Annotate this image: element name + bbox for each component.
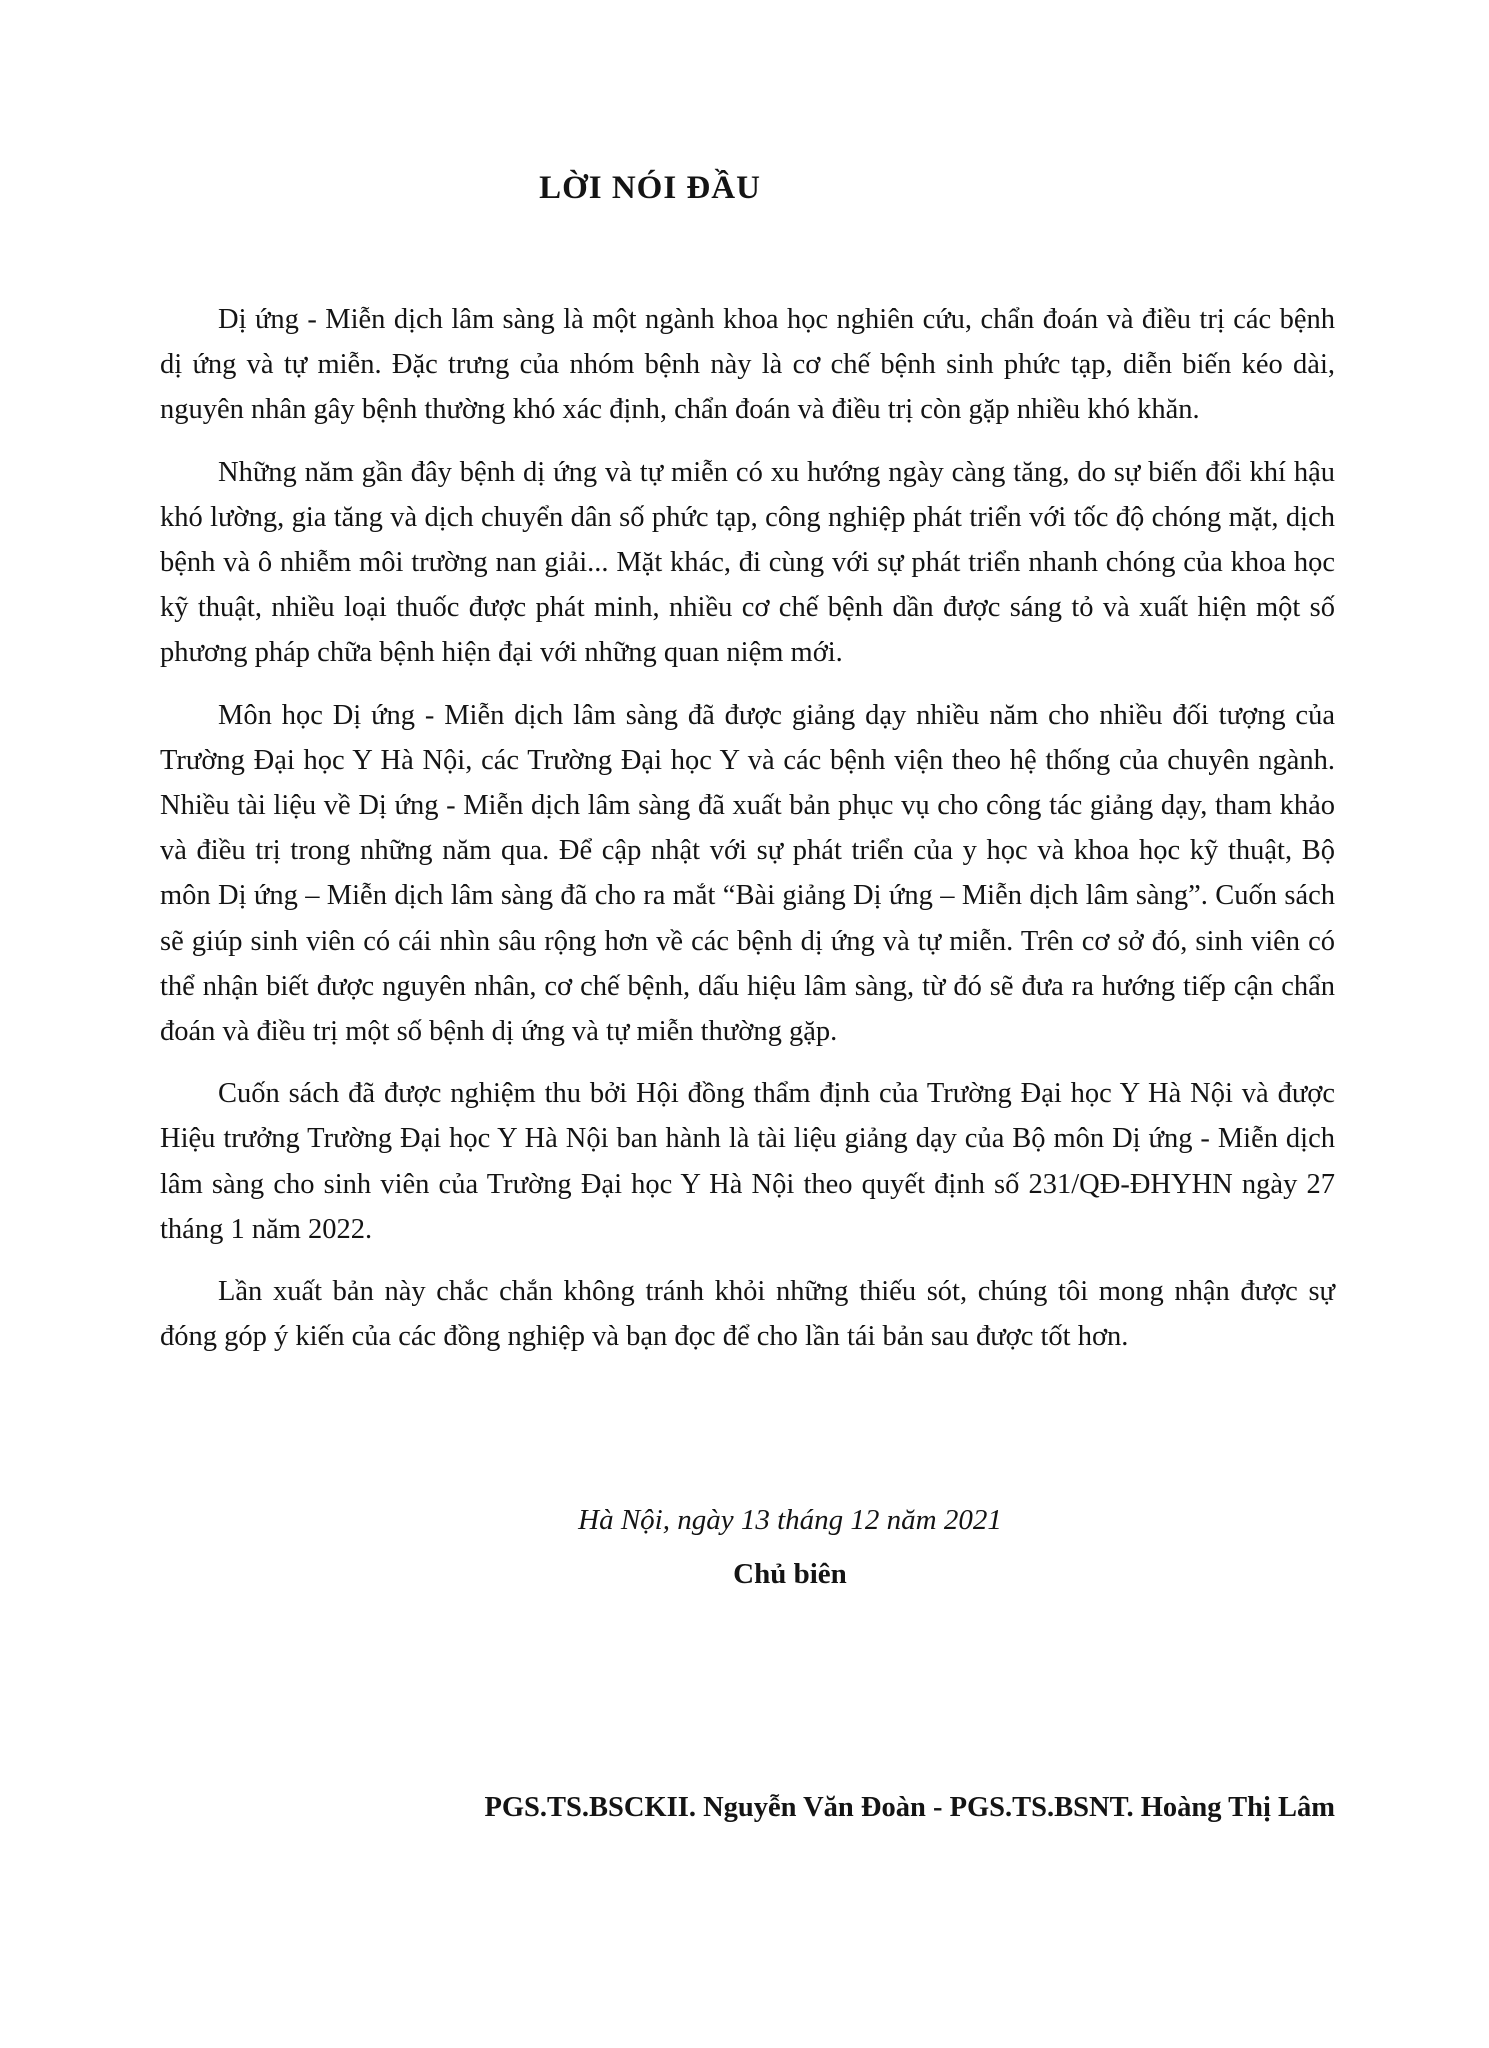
paragraph: Môn học Dị ứng - Miễn dịch lâm sàng đã được giảng dạy nhiều năm cho nhiều đối tượng của Trường Đại học Y Hà Nội, các Trường Đại học Y và các bệnh viện theo hệ thống của chuyên ngành. Nhiều tài liệu về Dị ứng - Miễn dịch lâm sàng đã xuất bản phục vụ cho công tác giảng dạy, tham khảo và điều trị trong những năm qua. Để cập nhật với sự phát triển của y học và khoa học kỹ thuật, Bộ môn Dị ứng – Miễn dịch lâm sàng đã cho ra mắt “Bài giảng Dị ứng – Miễn dịch lâm sàng”. Cuốn sách sẽ giúp sinh viên có cái nhìn sâu rộng hơn về các bệnh dị ứng và tự miễn. Trên cơ sở đó, sinh viên có thể nhận biết được nguyên nhân, cơ chế bệnh, dấu hiệu lâm sàng, từ đó sẽ đưa ra hướng tiếp cận chẩn đoán và điều trị một số bệnh dị ứng và tự miễn thường gặp. xyxy=(160,699,1335,1048)
preface-body xyxy=(160,297,1335,1376)
page-title: LỜI NÓI ĐẦU xyxy=(539,170,761,206)
paragraph: Lần xuất bản này chắc chắn không tránh khỏi những thiếu sót, chúng tôi mong nhận được sự đóng góp ý kiến của các đồng nghiệp và bạn đọc để cho lần tái bản sau được tốt hơn. xyxy=(160,1276,1335,1353)
signer-title: Chủ biên xyxy=(733,1558,847,1590)
place-date-line: Hà Nội, ngày 13 tháng 12 năm 2021 xyxy=(578,1504,1002,1536)
paragraph: Những năm gần đây bệnh dị ứng và tự miễn có xu hướng ngày càng tăng, do sự biến đổi khí hậu khó lường, gia tăng và dịch chuyển dân số phức tạp, công nghiệp phát triển với tốc độ chóng mặt, dịch bệnh và ô nhiễm môi trường nan giải... Mặt khác, đi cùng với sự phát triển nhanh chóng của khoa học kỹ thuật, nhiều loại thuốc được phát minh, nhiều cơ chế bệnh dần được sáng tỏ và xuất hiện một số phương pháp chữa bệnh hiện đại với những quan niệm mới. xyxy=(160,456,1335,669)
paragraph: Dị ứng - Miễn dịch lâm sàng là một ngành khoa học nghiên cứu, chẩn đoán và điều trị các bệnh dị ứng và tự miễn. Đặc trưng của nhóm bệnh này là cơ chế bệnh sinh phức tạp, diễn biến kéo dài, nguyên nhân gây bệnh thường khó xác định, chẩn đoán và điều trị còn gặp nhiều khó khăn. xyxy=(160,304,1335,426)
paragraph: Cuốn sách đã được nghiệm thu bởi Hội đồng thẩm định của Trường Đại học Y Hà Nội và được Hiệu trưởng Trường Đại học Y Hà Nội ban hành là tài liệu giảng dạy của Bộ môn Dị ứng - Miễn dịch lâm sàng cho sinh viên của Trường Đại học Y Hà Nội theo quyết định số 231/QĐ-ĐHYHN ngày 27 tháng 1 năm 2022. xyxy=(160,1078,1335,1245)
authors-line: PGS.TS.BSCKII. Nguyễn Văn Đoàn - PGS.TS.BSNT. Hoàng Thị Lâm xyxy=(484,1792,1335,1823)
